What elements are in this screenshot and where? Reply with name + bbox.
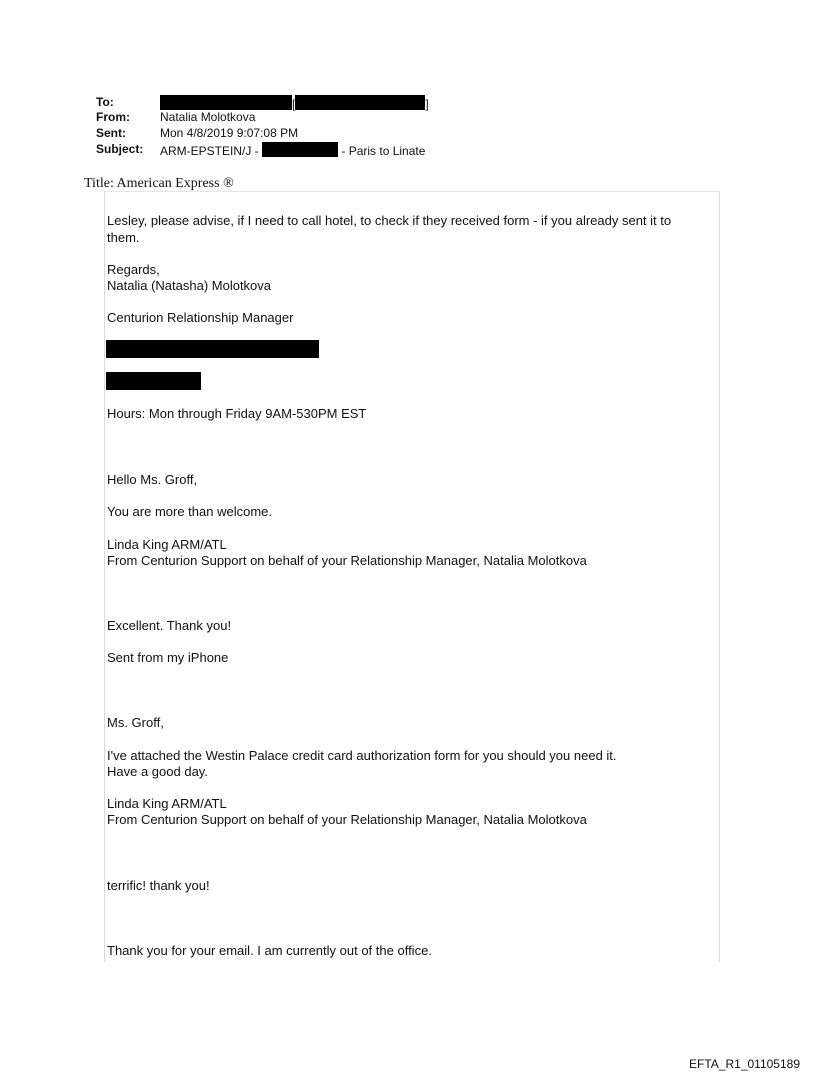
message-body-frame [104,191,720,962]
redaction-block [262,142,338,157]
body-text: Have a good day. [107,764,208,779]
to-label: To: [96,95,114,109]
subject-prefix: ARM-EPSTEIN/J - [160,144,259,158]
from-label: From: [96,110,130,124]
greeting-text: Hello Ms. Groff, [107,472,198,487]
subject-suffix: - Paris to Linate [341,144,426,158]
document-id: EFTA_R1_01105189 [689,1057,800,1071]
signature-behalf: From Centurion Support on behalf of your Relationship Manager, Natalia Molotkova [107,553,587,568]
body-text: terrific! thank you! [107,878,210,893]
body-text: Sent from my iPhone [107,650,229,665]
redaction-block [106,340,319,358]
signer-title: Centurion Relationship Manager [107,310,294,325]
sent-value: Mon 4/8/2019 9:07:08 PM [160,126,299,140]
redaction-block [160,95,292,110]
sent-label: Sent: [96,126,126,140]
signature-line: Linda King ARM/ATL [107,796,227,811]
signature-behalf: From Centurion Support on behalf of your Relationship Manager, Natalia Molotkova [107,812,587,827]
redaction-block [106,372,201,390]
bracket-close: ] [425,97,429,111]
hours-text: Hours: Mon through Friday 9AM-530PM EST [107,406,367,421]
to-value [160,95,429,111]
signer-name: Natalia (Natasha) Molotkova [107,278,272,293]
body-text: I've attached the Westin Palace credit card authorization form for you should you need it. [107,748,617,763]
greeting-text: Ms. Groff, [107,715,164,730]
signature-line: Linda King ARM/ATL [107,537,227,552]
subject-label: Subject: [96,142,144,156]
bracket-open: [ [292,97,296,111]
subject-value [160,142,425,158]
from-value: Natalia Molotkova [160,110,256,124]
body-paragraph-line: them. [107,230,140,245]
body-text: Excellent. Thank you! [107,618,232,633]
body-paragraph-line: Lesley, please advise, if I need to call hotel, to check if they received form - if you already sent it to [107,213,672,228]
redaction-block [295,95,425,110]
body-text: Thank you for your email. I am currently out of the office. [107,943,432,958]
title-line: Title: American Express ® [84,176,234,191]
regards-text: Regards, [107,262,160,277]
body-text: You are more than welcome. [107,504,273,519]
